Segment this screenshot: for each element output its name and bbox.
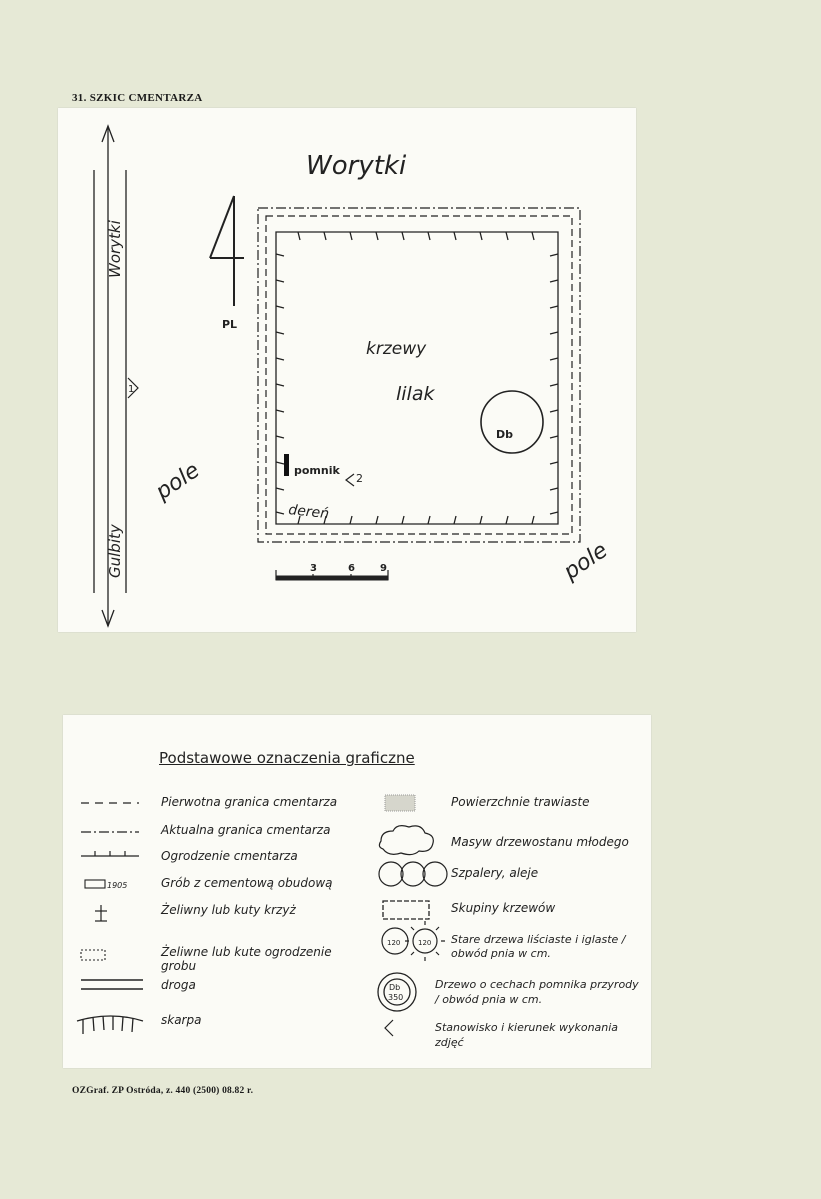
scarp-symbol — [77, 1016, 143, 1034]
road-symbol — [81, 980, 143, 989]
turf-label: dereń — [287, 502, 330, 523]
photo-point-2-label: 2 — [356, 472, 363, 485]
scale-label-3: 3 — [310, 563, 317, 574]
legend-item-photo-point: Stanowisko i kierunek wykonania zdjęć — [435, 1021, 619, 1049]
vegetation-label-lilac: lilak — [396, 383, 435, 405]
legend-item-grave-fence: Żeliwne lub kute ogrodzenie grobu — [161, 945, 332, 973]
legend-item-old-trees: Stare drzewa liściaste i iglaste / obwód pnia w cm. — [451, 933, 626, 960]
cement-grave-symbol — [85, 880, 105, 888]
sketch-drawing — [58, 108, 636, 632]
iron-cross-icon — [95, 905, 107, 921]
page-title: 31. SZKIC CMENTARZA — [72, 92, 203, 104]
shrub-group-symbol — [383, 901, 429, 919]
legend-item-young-forest: Masyw drzewostanu młodego — [451, 835, 629, 849]
young-forest-symbol — [379, 826, 433, 855]
fence-symbol — [81, 851, 139, 856]
field-east-label: pole — [559, 537, 613, 585]
tree-label: Db — [496, 428, 514, 441]
cemetery-sketch — [58, 108, 636, 632]
grave-year-label: 1905 — [107, 881, 128, 890]
scale-label-9: 9 — [380, 563, 387, 574]
monument-tree-label-db: Db — [389, 983, 401, 992]
boundary-actual — [258, 208, 580, 542]
old-tree-value-1: 120 — [387, 939, 401, 947]
print-imprint: OZGraf. ZP Ostróda, z. 440 (2500) 08.82 r. — [72, 1086, 254, 1096]
monument-marker — [284, 454, 289, 476]
legend-item-iron-cross: Żeliwny lub kuty krzyż — [161, 903, 296, 917]
legend-item-actual-boundary: Aktualna granica cmentarza — [161, 823, 331, 837]
legend-item-original-boundary: Pierwotna granica cmentarza — [161, 795, 338, 809]
legend-panel — [63, 715, 651, 1068]
monument-label: pomnik — [294, 464, 340, 477]
north-arrow — [210, 196, 244, 306]
legend-item-fence: Ogrodzenie cmentarza — [161, 849, 298, 863]
legend-item-scarp: skarpa — [161, 1013, 202, 1027]
grass-symbol — [385, 795, 415, 811]
vegetation-label-shrubs: krzewy — [366, 339, 427, 359]
legend-symbols — [63, 715, 651, 1068]
legend-item-shrubs: Skupiny krzewów — [451, 901, 556, 915]
road-south-label: Gulbity — [106, 524, 124, 578]
grave-fence-symbol — [81, 950, 105, 960]
monument-tree-symbol — [378, 973, 416, 1011]
scale-bar — [276, 570, 388, 580]
boundary-original — [266, 216, 572, 534]
old-tree-value-2: 120 — [418, 939, 432, 947]
legend-item-road: droga — [161, 978, 196, 992]
scale-label-6: 6 — [348, 563, 355, 574]
scarp-line — [276, 232, 558, 524]
photo-point-1-label: 1 — [128, 384, 135, 395]
monument-tree-label-350: 350 — [388, 993, 404, 1002]
place-name: Worytki — [306, 151, 407, 181]
alley-symbol — [379, 862, 447, 886]
north-label: PL — [222, 318, 238, 331]
road-north-label: Worytki — [106, 220, 124, 278]
legend-item-monument-tree: Drzewo o cechach pomnika przyrody / obwód pnia w cm. — [435, 978, 639, 1006]
photo-point-symbol — [385, 1020, 393, 1036]
legend-title: Podstawowe oznaczenia graficzne — [159, 749, 415, 767]
field-west-label: pole — [151, 457, 205, 505]
tree-symbol — [481, 391, 543, 453]
photo-point-2 — [346, 474, 354, 486]
legend-item-cement-grave: Grób z cementową obudową — [161, 876, 333, 890]
legend-item-alley: Szpalery, aleje — [451, 866, 539, 880]
legend-item-grass: Powierzchnie trawiaste — [451, 795, 590, 809]
